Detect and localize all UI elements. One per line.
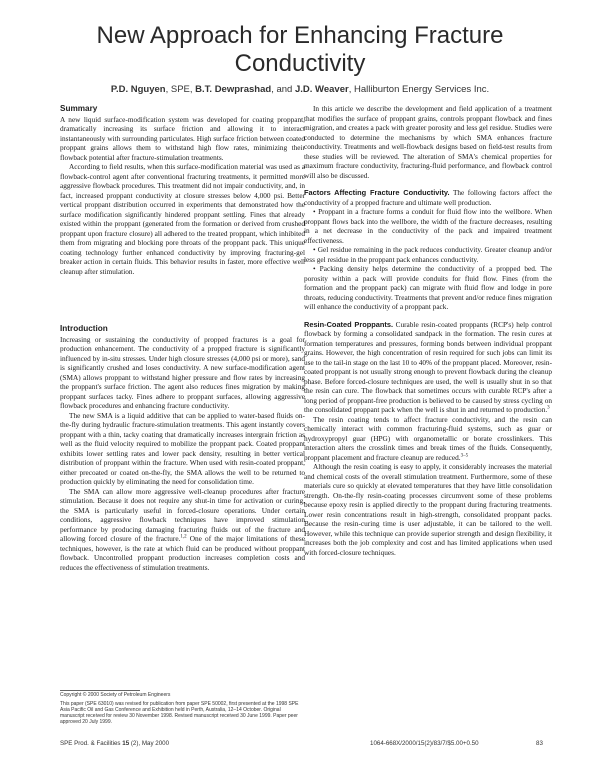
- bullet-item: • Proppant in a fracture forms a conduit for fluid flow into the wellbore. When proppant flows back into the wellbore, the width of the fracture decreases, resulting in a net decrease in the conductivity of the pack and impaired treatment effectiveness.: [304, 207, 552, 245]
- author-1-suffix: , SPE,: [165, 84, 196, 95]
- resin-p2-text: The resin coating tends to affect fracture conductivity, and the resin can chemically interact with common fracturing-fluid systems, such as guar or hydroxypropyl guar (HPG) with organometallic or borate crosslinkers. This interaction alters the crosslink times and break times of the fluids. Consequently, proppant placement and fracture cleanup are reduced.: [304, 414, 552, 462]
- resin-paragraph-3: Although the resin coating is easy to apply, it considerably increases the material and chemical costs of the overall stimulation treatment. Furthermore, some of these materials cure so quickly at elevated temperatures that they have little consolidation strength. On-the-fly resin-coating processes circumvent some of these problems because epoxy resin is applied directly to the proppant during fracturing treatments. Lower resin concentrations result in high-strength, consolidated proppant packs. Because the resin-curing time is user adjustable, it can be tailored to the well. However, while this technique can provide superior strength and design flexibility, it increases both the job complexity and cost and has limited applications when used with forced-closure techniques.: [304, 462, 552, 557]
- title-line-2: Conductivity: [234, 50, 366, 77]
- journal-citation: [60, 740, 169, 747]
- left-column: [60, 104, 305, 572]
- manuscript-history: This paper (SPE 63010) was revised for publication from paper SPE 50002, first presented at the 1998 SPE Asia Pacific Oil and Gas Conference and Exhibition held in Perth, Australia, 12–14 October. Original manuscript received for review 30 November 1998. Revised manuscript received 30 June 1999. Paper peer approved 20 July 1999.: [60, 701, 299, 725]
- page-number: 83: [536, 740, 543, 747]
- overview-paragraph: In this article we describe the development and field application of a treatment that modifies the surface of proppant grains, controls proppant flowback and fines migration, and creates a pack with greater porosity and less gel residue. Studies were conducted to determine the mechanisms by which SMA enhances fracture conductivity. Treatments and well-flowback designs based on field-test results from these studies will be reviewed. The alteration of SMA's chemical properties for maximum fracture conductivity, fracturing-fluid performance, and flowback control will also be discussed.: [304, 104, 552, 180]
- footnote: [60, 692, 305, 728]
- bullet-item: • Packing density helps determine the conductivity of a propped bed. The porosity within a pack will provide conduits for fluid flow. Fines (from the formation and the proppant pack) can migrate with fluid flow and lodge in pore throats, reducing conductivity. Treatments that prevent and/or reduce fines migration will enhance the conductivity of a proppant pack.: [304, 264, 552, 311]
- resin-paragraph-2: [304, 415, 552, 463]
- summary-paragraph-2: According to field results, when this surface-modification material was used as a flowback-control agent after conventional fracturing treatments, it permitted more aggressive flowback procedures. This treatment did not impair conductivity, and, in fact, increased proppant conductivity at closure stresses below 4,000 psi. Better vertical proppant distribution occurred in experiments that demonstrated how the surface modification significantly hindered proppant settling. Fines that already existed within the proppant (generated from the formation or derived from crushed proppant upon fracture closure) all adhered to the treated proppant, which inhibited them from migrating and blocking pore throats of the proppant pack. This unique coating technology further enhanced conductivity by improving fracturing-gel breaker action in certain fluids. This behavior results in faster, more effective well cleanup after stimulation.: [60, 162, 305, 276]
- right-column: [304, 104, 552, 557]
- citation-superscript: 1,2: [180, 534, 187, 540]
- journal-issue: (2), May 2000: [129, 740, 170, 747]
- copyright-notice: Copyright © 2000 Society of Petroleum Engineers: [60, 692, 171, 698]
- resin-heading: Resin-Coated Proppants.: [304, 319, 394, 329]
- resin-text: Curable resin-coated proppants (RCP's) help control flowback by forming a consolidated sandpack in the formation. The resin cures at formation temperatures and pressures, forming bonds between individual proppant grains. However, the high concentration of resin required for such jobs can limit its use to the tail-in stage on the last 10 to 40% of the proppant placed. Moreover, resin-coated proppant is not usually strong enough to prevent flowback during the cleanup phase. Before forced-closure techniques are used, the well is usually shut in so that the resin can cure. The flowback that sometimes occurs with curable RCP's after a long period of proppant-free production is believed to be caused by stress cycling on the consolidated proppant pack when the well is shut in and returned to production.: [304, 319, 552, 414]
- intro-paragraph-3: [60, 487, 305, 573]
- author-3: J.D. Weaver: [294, 84, 349, 95]
- author-line: [0, 84, 600, 95]
- paper-title: [0, 22, 600, 78]
- factors-text: The following factors affect the conductivity of a propped fracture and ultimate well production.: [304, 188, 552, 207]
- article-code: 1064-668X/2000/15(2)/83/7/$5.00+0.50: [370, 740, 479, 747]
- title-line-1: New Approach for Enhancing Fracture: [96, 22, 504, 49]
- intro-paragraph-1: Increasing or sustaining the conductivity of propped fractures is a goal for production enhancement. The conductivity of a propped fracture is significantly influenced by in-situ stresses. Under high closure stresses (4,000 psi or more), sand is significantly crushed and loses conductivity. A new surface-modification agent (SMA) allows proppant to withstand higher pressure and flow rates by increasing the proppant's surface friction. The agent also reduces fines migration by making proppant surfaces tacky. Fines adhere to proppant surfaces, allowing aggressive flowback procedures and enhancing fracture conductivity.: [60, 334, 305, 410]
- intro-p3-text-a: The SMA can allow more aggressive well-cleanup procedures after fracture stimulation. Because it does not require any shut-in time for activation or curing, the SMA is particularly useful in forced-closure operations. Under certain conditions, aggressive flowback techniques have improved stimulation performance by producing damaging fracturing fluids out of the fracture and allowing forced closure of the fracture.: [60, 486, 305, 543]
- citation-superscript: 3: [547, 405, 550, 411]
- author-2: B.T. Dewprashad: [195, 84, 272, 95]
- journal-name: SPE Prod. & Facilities: [60, 740, 123, 747]
- intro-p3-text-b: One of the major limitations of these techniques, however, is the rate at which fluid can be produced without proppant flowback. Uncontrolled proppant production increases completion costs and reduces the effectiveness of stimulation treatments.: [60, 534, 305, 572]
- factors-heading: Factors Affecting Fracture Conductivity.: [304, 188, 450, 197]
- summary-paragraph-1: A new liquid surface-modification system was developed for coating proppant, dramatically increasing its surface friction and allowing it to interact instantaneously with surrounding particulates. High surface friction between coated proppant grains allows them to withstand high flow rates, minimizing their flowback potential after fracture-stimulation treatments.: [60, 114, 305, 162]
- factors-paragraph: [304, 188, 552, 207]
- footnote-rule: [60, 690, 140, 691]
- bullet-item: • Gel residue remaining in the pack reduces conductivity. Greater cleanup and/or less gel residue in the proppant pack enhances conductivity.: [304, 245, 552, 264]
- citation-superscript: 3–5: [460, 453, 469, 459]
- author-2-suffix: , and: [271, 84, 295, 95]
- introduction-heading: Introduction: [60, 324, 108, 333]
- intro-paragraph-2: The new SMA is a liquid additive that can be applied to water-based fluids on-the-fly during hydraulic fracture-stimulation treatments. This agent instantly covers proppant with a thin, tacky coating that dramatically increases intergrain friction as well as the fluid velocity required to mobilize the proppant pack. Coated proppant exhibits lower settling rates and lower pack density, resulting in better vertical distribution of proppant within the fracture. When used with resin-coated proppant, either precoated or coated on-the-fly, the SMA allows the well to be returned to production quickly by eliminating the need for consolidation time.: [60, 410, 305, 486]
- author-1: P.D. Nguyen: [110, 84, 166, 95]
- summary-heading: Summary: [60, 104, 98, 113]
- resin-paragraph-1: [304, 320, 552, 415]
- affiliation: , Halliburton Energy Services Inc.: [348, 84, 490, 95]
- journal-volume: 15: [122, 740, 130, 747]
